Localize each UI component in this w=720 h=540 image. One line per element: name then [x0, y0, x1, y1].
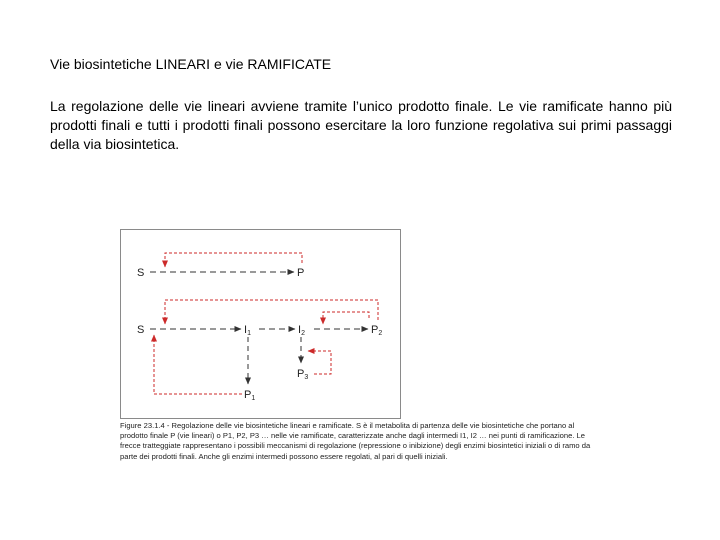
feedback-p2-to-i2-branch — [323, 312, 369, 324]
pathway-figure — [120, 229, 401, 419]
feedback-p1-to-start — [154, 335, 242, 394]
feedback-p2-to-start — [165, 300, 378, 324]
product-p3-node: P3 — [297, 368, 309, 381]
intermediate-i1-node: I1 — [244, 324, 251, 337]
product-p1-node: P1 — [244, 389, 256, 402]
figure-caption: Figure 23.1.4 - Regolazione delle vie biosintetiche lineari e ramificate. S è il metabolita di partenza delle vie biosintetiche che portano al prodotto finale P (vie lineari) o P1, P2, P3 … nelle vie ramificate, caratterizzate anche dagli intermedi I1, I2 … nei punti di ramificazione. Le frecce tratteggiate rappresentano i possibili meccanismi di regolazione (repressione o inibizione) degli enzimi biosintetici iniziali o di ramo da parte dei prodotti finali. Anche gli enzimi intermedi possono essere regolati, al pari di quelli iniziali. — [120, 421, 591, 461]
linear-feedback-arrow — [165, 253, 302, 267]
feedback-p3-to-branch — [308, 351, 331, 374]
slide-title: Vie biosintetiche LINEARI e vie RAMIFICATE — [50, 56, 332, 72]
product-p2-node: P2 — [371, 324, 383, 337]
linear-start-node: S — [137, 267, 145, 279]
slide-body-text: La regolazione delle vie lineari avviene tramite l’unico prodotto finale. Le vie ramificate hanno più prodotti finali e tutti i prodotti finali possono esercitare la loro funzione regolativa sui primi passaggi della via biosintetica. — [50, 98, 672, 152]
intermediate-i2-node: I2 — [298, 324, 305, 337]
pathway-diagram — [121, 230, 402, 420]
branched-start-node: S — [137, 324, 145, 336]
linear-product-node: P — [297, 267, 305, 279]
